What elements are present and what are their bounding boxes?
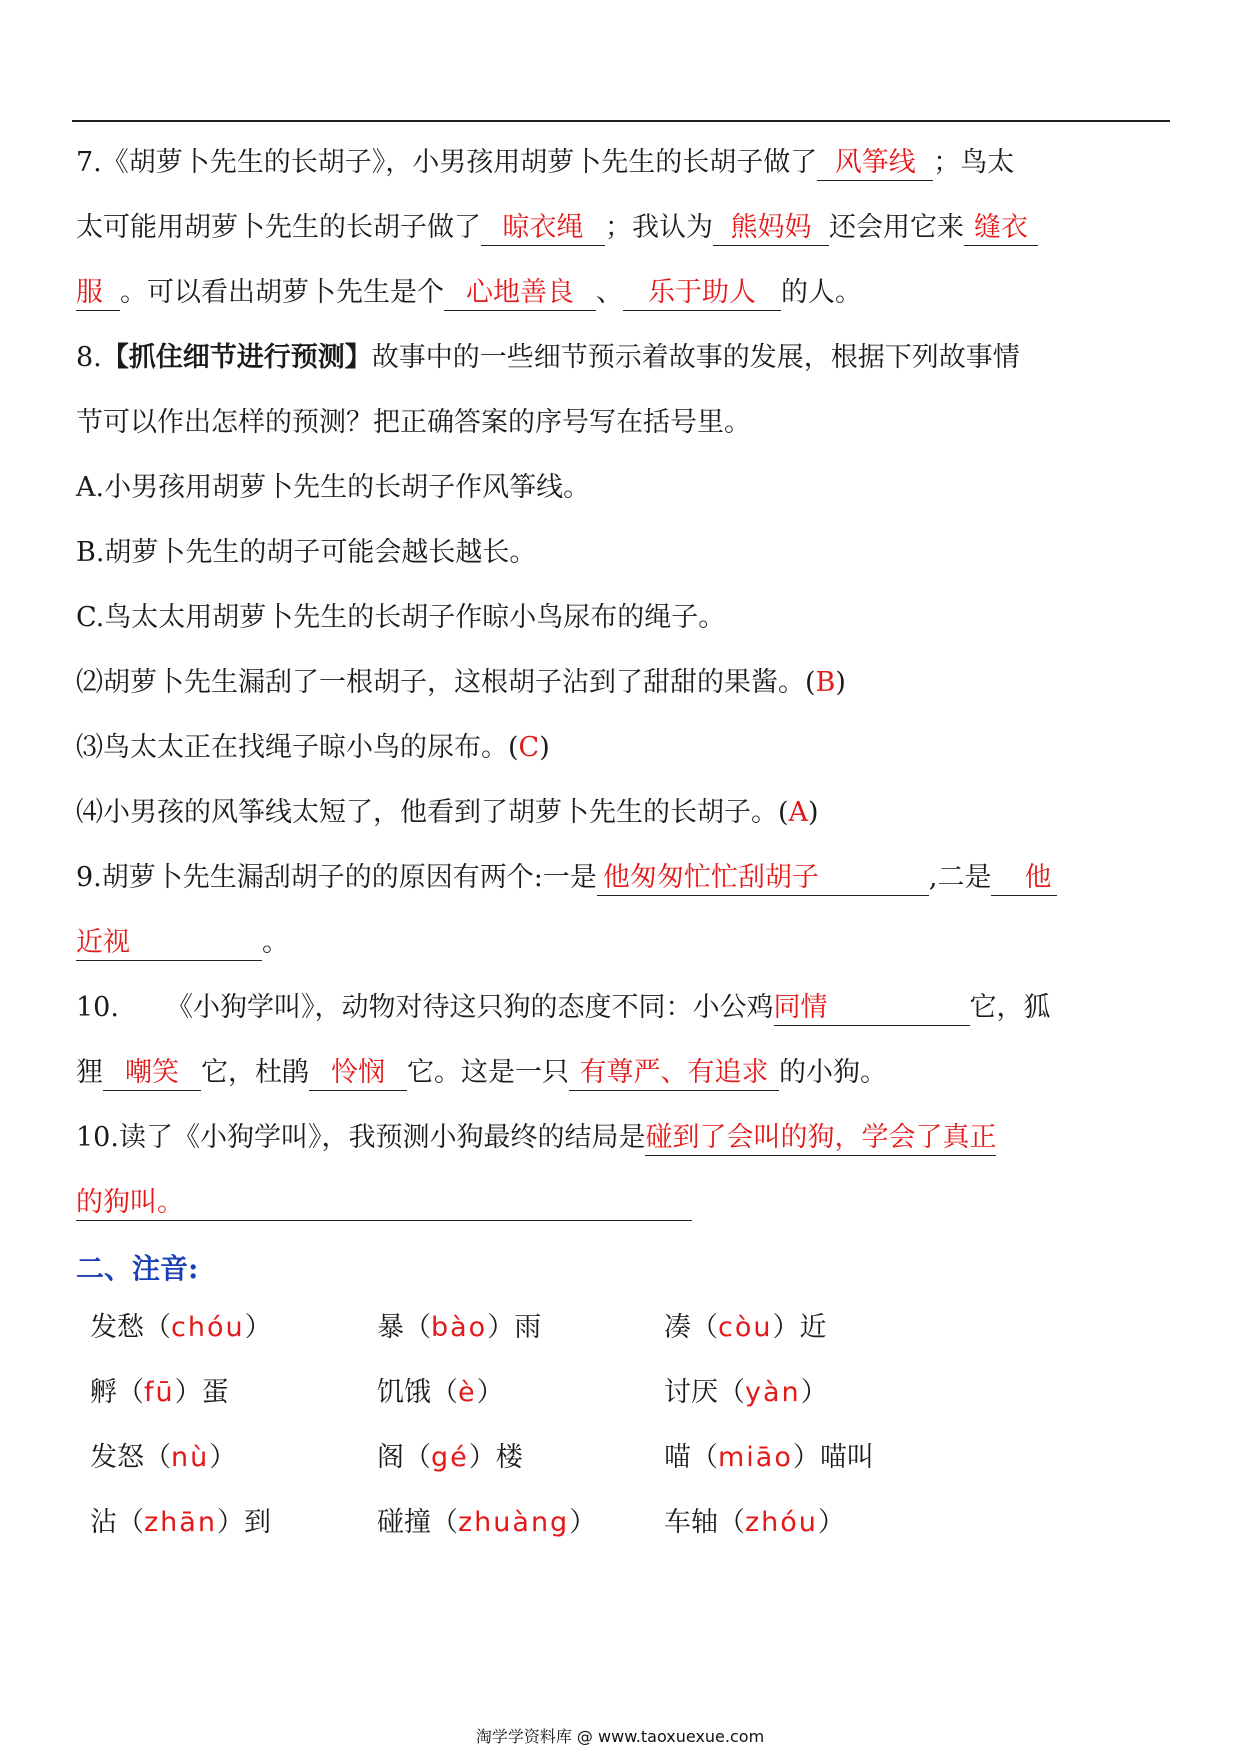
q8-line-1: 8.【抓住细节进行预测】故事中的一些细节预示着故事的发展，根据下列故事情: [76, 342, 1020, 373]
pinyin-item: 孵（fū）蛋: [90, 1377, 229, 1408]
pinyin-item: 车轴（zhóu）: [664, 1507, 845, 1538]
q7-answer-kindhearted: 心地善良: [444, 276, 596, 311]
q7-answer-sew-2: 服: [76, 276, 120, 311]
q8-item-3: ⑶鸟太太正在找绳子晾小鸟的尿布。(C): [76, 732, 550, 763]
q7-answer-bear-mom: 熊妈妈: [713, 211, 829, 246]
q10a-line-1: 10. 《小狗学叫》，动物对待这只狗的态度不同：小公鸡同情 它，狐: [76, 975, 1170, 1040]
q9-answer-2a: 他: [991, 861, 1057, 896]
q9-line-2: 近视 。: [76, 910, 1170, 975]
pinyin-grid: [90, 1295, 990, 1555]
q9-answer-1: 他匆匆忙忙刮胡子: [597, 861, 929, 896]
pinyin-item: 讨厌（yàn）: [664, 1377, 828, 1408]
footer-watermark: 淘学学资料库 @ www.taoxuexue.com: [475, 1727, 765, 1746]
pinyin-row: [90, 1360, 990, 1425]
section-2-title: 二、注音:: [76, 1252, 199, 1285]
q8-heading: 【抓住细节进行预测】: [101, 342, 372, 373]
q7-line-2: 太可能用胡萝卜先生的长胡子做了 晾衣绳 ；我认为 熊妈妈 还会用它来 缝衣: [76, 195, 1170, 260]
pinyin-item: 碰撞（zhuàng）: [377, 1507, 597, 1538]
q7-answer-kite-string: 风筝线: [817, 146, 933, 181]
q8-option-c: C.鸟太太用胡萝卜先生的长胡子作晾小鸟尿布的绳子。: [76, 602, 726, 633]
q8-line-2: 节可以作出怎样的预测？把正确答案的序号写在括号里。: [76, 407, 751, 438]
q9-line-1: 9.胡萝卜先生漏刮胡子的的原因有两个:一是 他匆匆忙忙刮胡子 ,二是 他: [76, 845, 1170, 910]
pinyin-row: [90, 1295, 990, 1360]
top-rule: [72, 120, 1170, 122]
q7-answer-helpful: 乐于助人: [623, 276, 781, 311]
q10b-answer-2: 的狗叫。: [76, 1186, 692, 1221]
q9-answer-2b: 近视: [76, 926, 262, 961]
pinyin-item: 喵（miāo）喵叫: [664, 1442, 874, 1473]
q8-item-4-answer: A: [788, 797, 809, 828]
q7-answer-clothesline: 晾衣绳: [481, 211, 605, 246]
q10b-line-1: 10.读了《小狗学叫》，我预测小狗最终的结局是碰到了会叫的狗，学会了真正: [76, 1105, 1170, 1170]
q7-line-3: 服 。可以看出胡萝卜先生是个 心地善良 、 乐于助人 的人。: [76, 260, 1170, 325]
q10a-answer-mock: 嘲笑: [103, 1056, 201, 1091]
q7-line-1: 7.《胡萝卜先生的长胡子》，小男孩用胡萝卜先生的长胡子做了 风筝线 ；鸟太: [76, 130, 1170, 195]
q10a-answer-pity: 怜悯: [309, 1056, 407, 1091]
q8-option-b: B.胡萝卜先生的胡子可能会越长越长。: [76, 537, 537, 568]
pinyin-item: 发愁（chóu）: [90, 1312, 272, 1343]
q10a-answer-dignity: 有尊严、有追求: [569, 1056, 779, 1091]
pinyin-row: [90, 1425, 990, 1490]
q8-item-2: ⑵胡萝卜先生漏刮了一根胡子，这根胡子沾到了甜甜的果酱。(B): [76, 667, 846, 698]
pinyin-item: 凑（còu）近: [664, 1312, 827, 1343]
q7-answer-sew-1: 缝衣: [964, 211, 1038, 246]
pinyin-row: [90, 1490, 990, 1555]
q8-item-2-answer: B: [815, 667, 836, 698]
q8-option-a: A.小男孩用胡萝卜先生的长胡子作风筝线。: [76, 472, 591, 503]
pinyin-item: 暴（bào）雨: [377, 1312, 542, 1343]
q10b-line-2: [76, 1170, 1170, 1235]
q8-item-3-answer: C: [518, 732, 540, 763]
q10b-answer-1: 碰到了会叫的狗，学会了真正: [645, 1121, 996, 1156]
pinyin-item: 饥饿（è）: [377, 1377, 504, 1408]
pinyin-item: 发怒（nù）: [90, 1442, 237, 1473]
q10a-answer-sympathy: 同情: [774, 991, 970, 1026]
answer-content: [76, 130, 1170, 1303]
pinyin-item: 阁（gé）楼: [377, 1442, 523, 1473]
pinyin-item: 沾（zhān）到: [90, 1507, 271, 1538]
q10a-line-2: 狸 嘲笑 它，杜鹃 怜悯 它。这是一只 有尊严、有追求 的小狗。: [76, 1040, 1170, 1105]
q8-item-4: ⑷小男孩的风筝线太短了，他看到了胡萝卜先生的长胡子。(A): [76, 797, 819, 828]
